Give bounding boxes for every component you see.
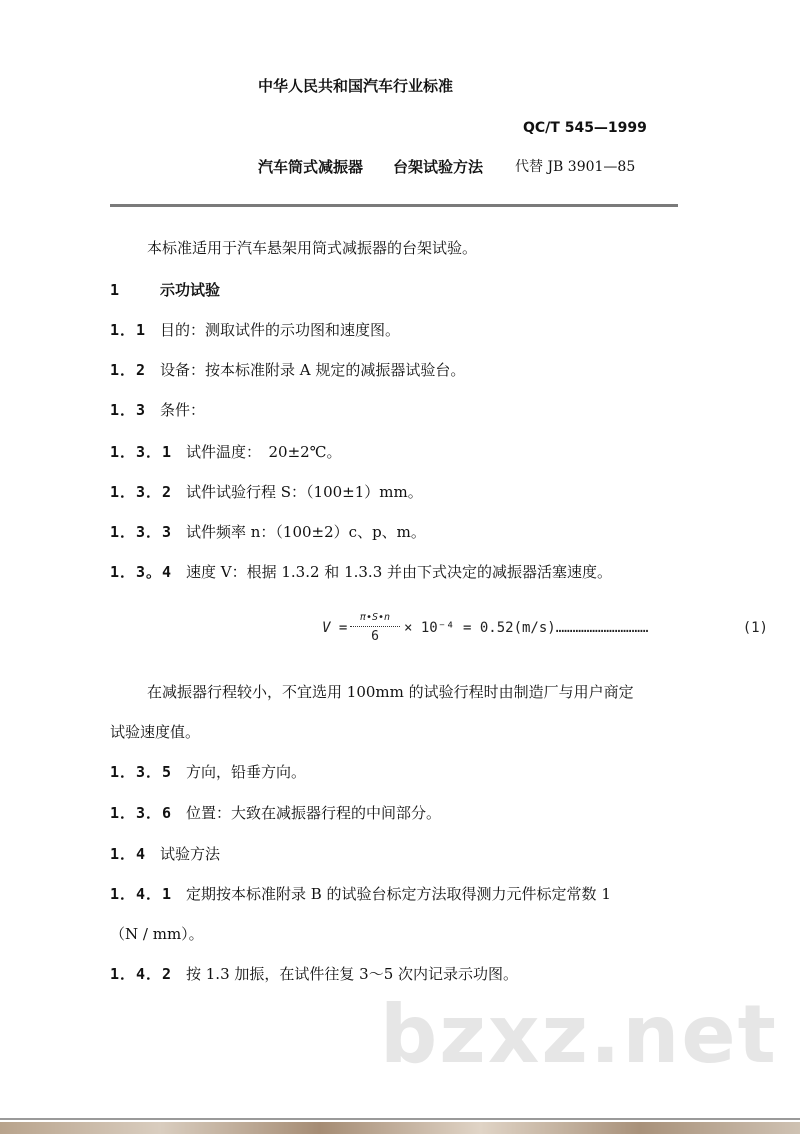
section-text: 方向，铅垂方向。 [186, 763, 307, 781]
section-1-4 [110, 844, 220, 864]
watermark: bzxz.net [380, 988, 778, 1081]
document-title: 汽车筒式减振器 台架试验方法 [258, 158, 484, 176]
section-1 [110, 280, 220, 300]
section-text: 位置：大致在减振器行程的中间部分。 [186, 804, 442, 822]
formula-denominator: 6 [371, 629, 379, 644]
section-text: 条件： [160, 401, 206, 419]
formula-numerator: π•S•n [359, 612, 391, 623]
section-1-3-3 [110, 522, 426, 542]
section-number: 1 [110, 281, 121, 299]
section-1-4-2 [110, 964, 518, 984]
section-text: 目的：测取试件的示功图和速度图。 [160, 321, 401, 339]
section-number: 1．3．6 [110, 804, 173, 822]
section-text: 试件频率 n：（100±2）c、p、m。 [186, 523, 426, 541]
intro-paragraph: 本标准适用于汽车悬架用筒式减振器的台架试验。 [147, 239, 478, 257]
replaces-note: 代替 JB 3901—85 [515, 159, 636, 175]
section-text: 试验方法 [160, 845, 221, 863]
section-1-4-1 [110, 884, 611, 904]
next-page-edge [0, 1122, 800, 1134]
note-paragraph-line1: 在减振器行程较小，不宜选用 100mm 的试验行程时由制造厂与用户商定 [147, 683, 634, 701]
page-bottom-rule [0, 1118, 800, 1120]
section-heading: 示功试验 [160, 281, 221, 299]
section-number: 1．3 [110, 401, 147, 419]
section-1-2 [110, 360, 465, 380]
section-1-1 [110, 320, 400, 340]
section-text: 速度 V：根据 1.3.2 和 1.3.3 并由下式决定的减振器活塞速度。 [186, 563, 613, 581]
section-text: 按 1.3 加振，在试件往复 3～5 次内记录示功图。 [186, 965, 519, 983]
section-number: 1．4．1 [110, 885, 173, 903]
section-text: 定期按本标准附录 B 的试验台标定方法取得测力元件标定常数 1 [186, 885, 611, 903]
equation-number: (1) [742, 620, 768, 636]
velocity-formula [322, 612, 768, 648]
section-number: 1．4 [110, 845, 147, 863]
formula-rhs: × 10⁻⁴ = 0.52(m/s)…………………………… [404, 620, 649, 636]
section-1-3-4 [110, 562, 612, 582]
note-paragraph-line2: 试验速度值。 [110, 723, 201, 741]
section-1-3-5 [110, 762, 306, 782]
standard-number: QC/T 545—1999 [523, 120, 647, 136]
section-number: 1．3．3 [110, 523, 173, 541]
section-1-3-6 [110, 803, 441, 823]
section-number: 1．1 [110, 321, 147, 339]
section-text: 试件试验行程 S：（100±1）mm。 [186, 483, 423, 501]
section-number: 1．2 [110, 361, 147, 379]
section-1-3 [110, 400, 205, 420]
section-1-3-1 [110, 442, 341, 462]
section-number: 1．4．2 [110, 965, 173, 983]
fraction-bar [350, 626, 400, 627]
section-text: 试件温度： 20±2℃。 [186, 443, 342, 461]
section-number: 1．3．1 [110, 443, 173, 461]
org-title: 中华人民共和国汽车行业标准 [258, 77, 454, 95]
section-1-4-1-continuation: （N / mm）。 [110, 925, 204, 943]
section-number: 1．3．5 [110, 763, 173, 781]
formula-lhs: V = [322, 620, 348, 636]
section-text: 设备：按本标准附录 A 规定的减振器试验台。 [160, 361, 466, 379]
formula-fraction [350, 612, 400, 644]
section-1-3-2 [110, 482, 423, 502]
header-rule [110, 204, 678, 207]
section-number: 1．3。4 [110, 563, 173, 581]
section-number: 1．3．2 [110, 483, 173, 501]
